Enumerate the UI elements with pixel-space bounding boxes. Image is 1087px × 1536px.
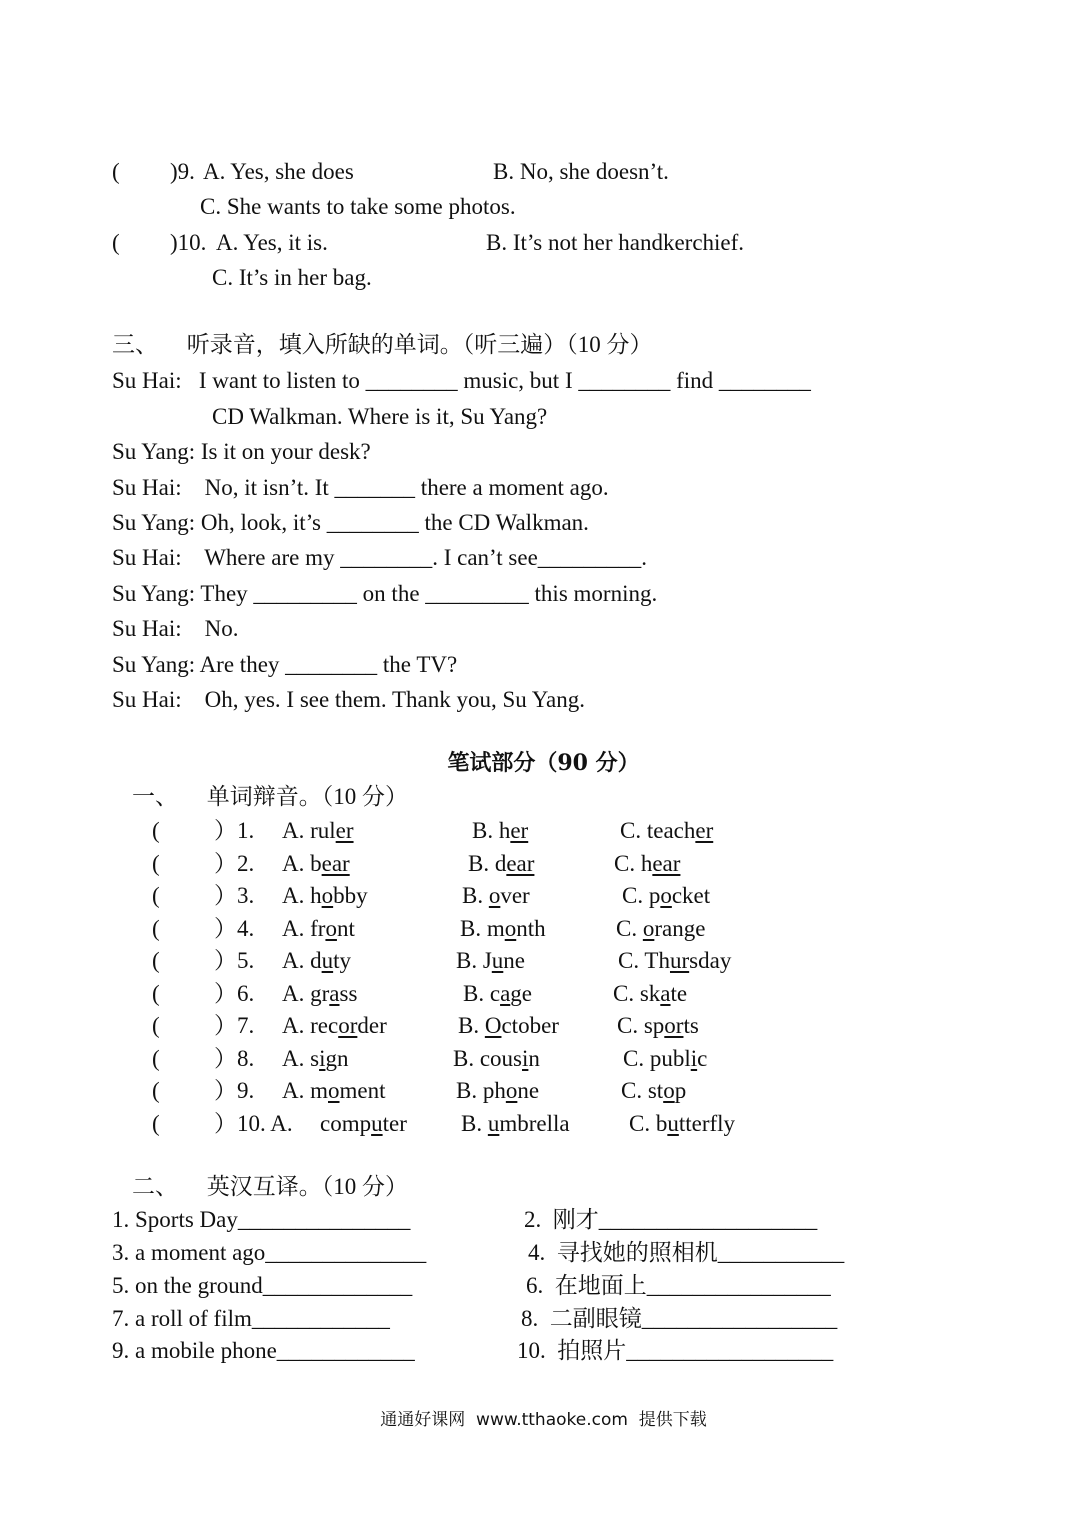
underlined-letters: ur: [669, 948, 690, 973]
option-a: [282, 884, 368, 907]
option-b: [461, 1112, 570, 1135]
option-c: [616, 917, 705, 940]
word-part: C. publ: [623, 1045, 691, 1071]
option-a: [282, 1014, 387, 1037]
item-number: ）2.: [214, 850, 255, 876]
option-a: [282, 1079, 386, 1102]
translation-en-item: 1. Sports Day_______________: [112, 1207, 411, 1232]
underlined-letters: a: [500, 980, 511, 1006]
word-part: C. st: [621, 1078, 664, 1103]
underlined-letters: u: [321, 948, 334, 973]
question-number: )10.: [170, 230, 207, 255]
underlined-letters: er: [335, 818, 354, 843]
dialogue-line: CD Walkman. Where is it, Su Yang?: [212, 404, 548, 429]
word-part: ss: [339, 980, 358, 1006]
underlined-letters: a: [329, 980, 340, 1006]
answer-paren-open: (: [152, 980, 160, 1006]
section-1-title: 一、 单词辩音。（10 分）: [132, 784, 408, 809]
translation-en-item: 3. a moment ago______________: [112, 1240, 427, 1265]
footer: 通通好课网 www.tthaoke.com 提供下载: [380, 1410, 707, 1430]
underlined-letters: ear: [652, 850, 681, 876]
word-part: C. Th: [618, 948, 670, 973]
word-part: ne: [517, 1078, 540, 1103]
answer-paren-open: (: [152, 1078, 160, 1103]
underlined-letters: i: [690, 1045, 698, 1071]
underlined-letters: ear: [321, 850, 350, 876]
option-c: C. She wants to take some photos.: [200, 194, 516, 219]
word-part: range: [654, 915, 706, 941]
word-part: A. rul: [282, 818, 336, 843]
underlined-letters: i: [522, 1045, 529, 1071]
underlined-letters: u: [491, 948, 504, 973]
answer-paren-open: (: [152, 1013, 160, 1038]
word-part: nt: [336, 915, 355, 941]
item-number: ）5.: [214, 948, 255, 973]
option-b: [456, 949, 525, 972]
option-c: [629, 1112, 735, 1135]
word-part: ter: [382, 1110, 407, 1136]
section-3-title: 三、 听录音，填入所缺的单词。（听三遍）（10 分）: [112, 332, 653, 357]
answer-paren-open: (: [152, 850, 160, 876]
word-part: A. d: [282, 948, 322, 973]
option-c: C. It’s in her bag.: [212, 265, 372, 290]
answer-paren-open: (: [112, 230, 120, 255]
underlined-letters: or: [338, 1013, 358, 1038]
word-part: B.: [461, 1110, 488, 1136]
word-part: der: [357, 1013, 387, 1038]
underlined-letters: o: [488, 883, 501, 908]
option-b: B. No, she doesn’t.: [493, 159, 669, 184]
dialogue-line: Su Hai: No.: [112, 616, 239, 641]
underlined-letters: O: [484, 1013, 502, 1038]
underlined-letters: o: [321, 883, 334, 908]
dialogue-line: Su Yang: Are they ________ the TV?: [112, 652, 458, 677]
underlined-letters: o: [328, 1078, 340, 1103]
option-c: [620, 819, 713, 842]
word-part: A. rec: [282, 1013, 339, 1038]
word-part: C.: [616, 915, 643, 941]
word-part: C. sk: [613, 980, 661, 1006]
question-number: )9.: [170, 159, 195, 184]
item-number: ）6.: [214, 980, 255, 1006]
underlined-letters: u: [487, 1110, 500, 1136]
word-part: C. h: [614, 850, 653, 876]
answer-paren-open: (: [152, 948, 160, 973]
word-part: B. cous: [453, 1045, 522, 1071]
translation-zh-item: 4. 寻找她的照相机___________: [528, 1240, 845, 1265]
word-part: A. gr: [282, 980, 330, 1006]
translation-zh-item: 2. 刚才___________________: [524, 1207, 818, 1232]
item-number: ）8.: [214, 1045, 255, 1071]
word-part: n: [528, 1045, 540, 1071]
option-c: [617, 1014, 699, 1037]
underlined-letters: o: [642, 915, 655, 941]
word-part: C. teach: [620, 818, 696, 843]
option-b: [468, 852, 534, 875]
word-part: B. m: [460, 915, 505, 941]
word-part: B.: [458, 1013, 485, 1038]
answer-paren-open: (: [152, 1045, 160, 1071]
option-a: [320, 1112, 407, 1135]
word-part: A. fr: [282, 915, 326, 941]
word-part: ge: [510, 980, 532, 1006]
item-number: ）9.: [214, 1078, 255, 1103]
word-part: ment: [339, 1078, 386, 1103]
word-part: ne: [503, 948, 526, 973]
underlined-letters: o: [325, 915, 337, 941]
item-number: ）10. A.: [214, 1110, 293, 1136]
option-c: [618, 949, 731, 972]
item-number: ）4.: [214, 915, 255, 941]
word-part: C. b: [629, 1110, 668, 1136]
underlined-letters: a: [660, 980, 671, 1006]
underlined-letters: o: [505, 1078, 518, 1103]
underlined-letters: er: [695, 818, 714, 843]
answer-paren-open: (: [152, 818, 160, 843]
option-c: [623, 1047, 707, 1070]
word-part: nth: [516, 915, 546, 941]
word-part: B. c: [463, 980, 501, 1006]
word-part: comp: [320, 1110, 372, 1136]
translation-en-item: 9. a mobile phone____________: [112, 1338, 415, 1363]
option-b: [472, 819, 528, 842]
word-part: B.: [462, 883, 489, 908]
option-b: B. It’s not her handkerchief.: [486, 230, 745, 255]
word-part: B. h: [472, 818, 511, 843]
option-a: [282, 819, 354, 842]
option-c: [622, 884, 710, 907]
dialogue-line: Su Yang: Is it on your desk?: [112, 439, 371, 464]
word-part: A. h: [282, 883, 322, 908]
underlined-letters: er: [510, 818, 529, 843]
answer-paren-open: (: [152, 883, 160, 908]
word-part: cket: [671, 883, 711, 908]
dialogue-line: Su Hai: Where are my ________. I can’t see_________.: [112, 545, 648, 570]
translation-zh-item: 8. 二副眼镜_________________: [521, 1306, 838, 1331]
word-part: te: [670, 980, 688, 1006]
option-b: [456, 1079, 539, 1102]
option-b: [462, 884, 530, 907]
dialogue-line: Su Hai: I want to listen to ________ music, but I ________ find ________: [112, 368, 811, 393]
translation-zh-item: 6. 在地面上________________: [526, 1273, 831, 1298]
answer-paren-open: (: [152, 1110, 160, 1136]
underlined-letters: or: [664, 1013, 684, 1038]
word-part: bby: [333, 883, 368, 908]
word-part: A. m: [282, 1078, 328, 1103]
translation-en-item: 7. a roll of film____________: [112, 1306, 390, 1331]
option-b: [458, 1014, 559, 1037]
word-part: B. ph: [456, 1078, 506, 1103]
word-part: B. d: [468, 850, 507, 876]
option-b: [453, 1047, 540, 1070]
option-b: [463, 982, 532, 1005]
item-number: ）7.: [214, 1013, 255, 1038]
item-number: ）3.: [214, 883, 255, 908]
underlined-letters: o: [504, 915, 517, 941]
option-a: A. Yes, she does: [203, 159, 354, 184]
word-part: A. b: [282, 850, 322, 876]
word-part: p: [674, 1078, 687, 1103]
word-part: c: [697, 1045, 708, 1071]
dialogue-line: Su Yang: Oh, look, it’s ________ the CD Walkman.: [112, 510, 589, 535]
word-part: sday: [689, 948, 732, 973]
word-part: B. J: [456, 948, 492, 973]
word-part: ver: [500, 883, 530, 908]
item-number: ）1.: [214, 818, 255, 843]
translation-zh-item: 10. 拍照片__________________: [517, 1338, 834, 1363]
underlined-letters: ear: [506, 850, 535, 876]
underlined-letters: u: [371, 1110, 383, 1136]
word-part: gn: [325, 1045, 349, 1071]
dialogue-line: Su Hai: Oh, yes. I see them. Thank you, Su Yang.: [112, 687, 585, 712]
option-b: [460, 917, 546, 940]
underlined-letters: o: [660, 883, 672, 908]
translation-en-item: 5. on the ground_____________: [112, 1273, 413, 1298]
word-part: ts: [683, 1013, 699, 1038]
option-a: [282, 949, 351, 972]
option-a: [282, 917, 355, 940]
underlined-letters: o: [663, 1078, 675, 1103]
option-c: [614, 852, 680, 875]
word-part: tterfly: [678, 1110, 736, 1136]
section-2-title: 二、 英汉互译。（10 分）: [132, 1174, 408, 1199]
option-c: [621, 1079, 686, 1102]
word-part: ty: [333, 948, 352, 973]
underlined-letters: i: [319, 1045, 326, 1071]
word-part: C. sp: [617, 1013, 665, 1038]
word-part: ctober: [501, 1013, 559, 1038]
underlined-letters: u: [667, 1110, 679, 1136]
option-a: [282, 852, 350, 875]
word-part: A. s: [282, 1045, 320, 1071]
option-a: [282, 1047, 348, 1070]
answer-paren-open: (: [152, 915, 160, 941]
option-a: A. Yes, it is.: [216, 230, 328, 255]
written-part-title: 笔试部分（90 分）: [447, 750, 640, 776]
answer-paren-open: (: [112, 159, 120, 184]
word-part: mbrella: [499, 1110, 570, 1136]
option-a: [282, 982, 357, 1005]
dialogue-line: Su Hai: No, it isn’t. It _______ there a moment ago.: [112, 475, 609, 500]
dialogue-line: Su Yang: They _________ on the _________ this morning.: [112, 581, 658, 606]
option-c: [613, 982, 687, 1005]
word-part: C. p: [622, 883, 661, 908]
